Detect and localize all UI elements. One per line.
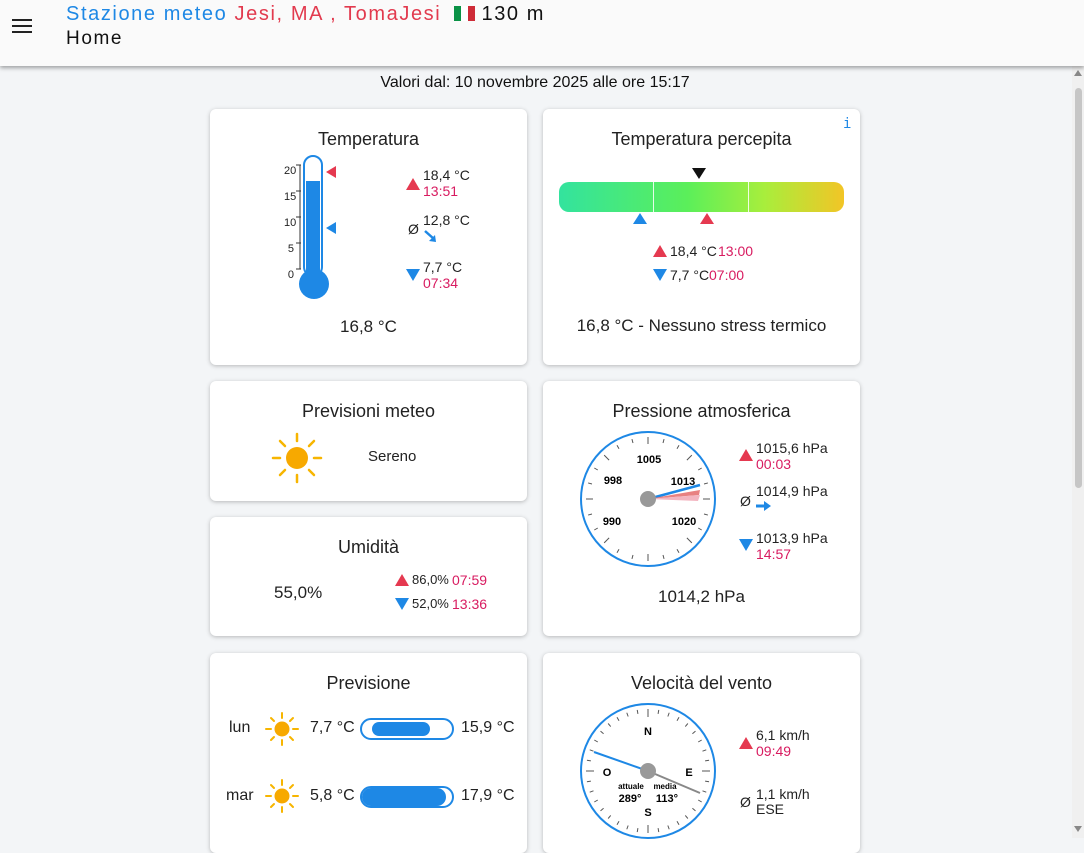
current-dir: 289° (618, 793, 642, 805)
dial-tick (658, 710, 659, 714)
temp-min-time: 07:34 (423, 275, 459, 291)
pressure-min-time: 14:57 (756, 546, 792, 562)
dial-label: 998 (603, 475, 623, 487)
perceived-temperature-card[interactable] (543, 109, 860, 365)
temp-range-bar (360, 786, 454, 808)
pressure-min: 1013,9 hPa (756, 530, 828, 546)
scale-tick: 20 (284, 165, 297, 177)
max-arrow-icon (653, 245, 667, 257)
sun-icon (271, 432, 323, 484)
min-marker-icon (633, 213, 647, 224)
scale-tick: 5 (287, 243, 294, 255)
forecast-condition: Sereno (368, 448, 417, 465)
weather-forecast-card[interactable] (210, 381, 527, 501)
dial-tick (637, 710, 638, 714)
humidity-min: 52,0% (412, 596, 449, 611)
temp-range-bar (360, 718, 454, 740)
pressure-max: 1015,6 hPa (756, 440, 828, 456)
compass-s: S (644, 807, 652, 819)
wind-avg: 1,1 km/h (756, 786, 810, 802)
compass-o: O (602, 767, 612, 779)
pressure-current: 1014,2 hPa (658, 587, 745, 606)
scrollbar[interactable] (1072, 66, 1084, 838)
humidity-min-time: 13:36 (452, 596, 488, 612)
forecast-min: 7,7 °C (310, 719, 355, 736)
humidity-current: 55,0% (274, 583, 323, 602)
temperature-card[interactable] (210, 109, 527, 365)
scale-tick: 0 (287, 269, 294, 281)
wind-max-time: 09:49 (756, 743, 792, 759)
min-arrow-icon (739, 539, 753, 551)
perceived-min: 7,7 °C (670, 267, 710, 283)
station-altitude: 130 m (481, 3, 546, 25)
title-prefix: Stazione meteo (66, 3, 228, 25)
wind-card[interactable] (543, 653, 860, 853)
values-date: Valori dal: 10 novembre 2025 alle ore 15:17 (380, 74, 690, 91)
dial-tick (705, 781, 709, 782)
temp-current: 16,8 °C (340, 317, 397, 336)
min-arrow-icon (395, 598, 409, 610)
avg-symbol: Ø (740, 493, 751, 509)
wind-avg-direction: ESE (756, 801, 785, 817)
compass-e: E (685, 767, 693, 779)
avg-dir: 113° (655, 793, 679, 805)
perceived-title: Temperatura percepita (611, 129, 792, 149)
heat-stress-bar (559, 182, 844, 212)
italy-flag-icon (454, 4, 475, 19)
menu-icon[interactable] (12, 18, 32, 34)
perceived-max: 18,4 °C (670, 243, 717, 259)
max-arrow-icon (395, 574, 409, 586)
sun-icon (265, 712, 299, 746)
wind-max: 6,1 km/h (756, 727, 810, 743)
temp-avg: 12,8 °C (423, 212, 470, 228)
scale-tick: 15 (284, 191, 297, 203)
page-title (66, 3, 545, 26)
app-header (0, 0, 1084, 66)
wind-compass (578, 701, 718, 841)
trend-right-icon (755, 500, 773, 512)
temperature-title: Temperatura (317, 129, 420, 149)
daily-forecast-card[interactable] (210, 653, 527, 853)
max-marker-icon (700, 213, 714, 224)
perceived-status: 16,8 °C - Nessuno stress termico (576, 316, 827, 335)
current-dir-label: attuale (618, 782, 644, 791)
dial-label: 990 (602, 516, 622, 528)
trend-down-icon (422, 228, 440, 244)
pressure-card[interactable] (543, 381, 860, 636)
dial-label: 1013 (670, 476, 696, 488)
pressure-dial (578, 429, 718, 569)
forecast-min: 5,8 °C (310, 787, 355, 804)
pressure-avg: 1014,9 hPa (756, 483, 828, 499)
forecast-max: 17,9 °C (461, 787, 515, 804)
station-location: Jesi, MA , TomaJesi (234, 3, 442, 25)
min-arrow-icon (653, 269, 667, 281)
perceived-max-time: 13:00 (718, 243, 754, 259)
dial-tick (658, 828, 659, 832)
forecast-day: lun (229, 719, 251, 736)
max-arrow-icon (739, 449, 753, 461)
max-arrow-icon (739, 737, 753, 749)
pressure-title: Pressione atmosferica (612, 401, 791, 421)
thermometer-scale (284, 158, 297, 288)
avg-symbol: Ø (740, 794, 751, 810)
daily-forecast-title: Previsione (326, 673, 411, 693)
current-marker-icon (692, 168, 706, 179)
scroll-thumb[interactable] (1075, 88, 1082, 488)
dial-tick (637, 828, 638, 832)
avg-dir-label: media (653, 782, 677, 791)
max-arrow-icon (406, 178, 420, 190)
temp-max-time: 13:51 (423, 183, 459, 199)
wind-title: Velocità del vento (630, 673, 773, 693)
dial-label: 1005 (636, 454, 662, 466)
dial-label: 1020 (671, 516, 697, 528)
scroll-down-icon[interactable] (1074, 826, 1082, 832)
temp-max: 18,4 °C (423, 167, 470, 183)
avg-symbol: Ø (408, 221, 419, 237)
perceived-min-time: 07:00 (709, 267, 745, 283)
humidity-title: Umidità (337, 537, 399, 557)
forecast-day: mar (226, 787, 254, 804)
scale-tick: 10 (284, 217, 297, 229)
humidity-card[interactable] (210, 517, 527, 636)
sun-icon (265, 779, 299, 813)
dial-tick (587, 760, 591, 761)
pressure-max-time: 00:03 (756, 456, 792, 472)
scroll-up-icon[interactable] (1074, 70, 1082, 76)
dial-tick (587, 781, 591, 782)
humidity-max-time: 07:59 (452, 572, 488, 588)
page-subtitle: Home (66, 28, 124, 49)
forecast-max: 15,9 °C (461, 719, 515, 736)
compass-n: N (644, 726, 652, 738)
min-arrow-icon (406, 269, 420, 281)
info-icon[interactable]: i (843, 116, 852, 132)
forecast-now-title: Previsioni meteo (301, 401, 436, 421)
dial-tick (705, 760, 709, 761)
humidity-max: 86,0% (412, 572, 449, 587)
temp-min: 7,7 °C (423, 259, 463, 275)
